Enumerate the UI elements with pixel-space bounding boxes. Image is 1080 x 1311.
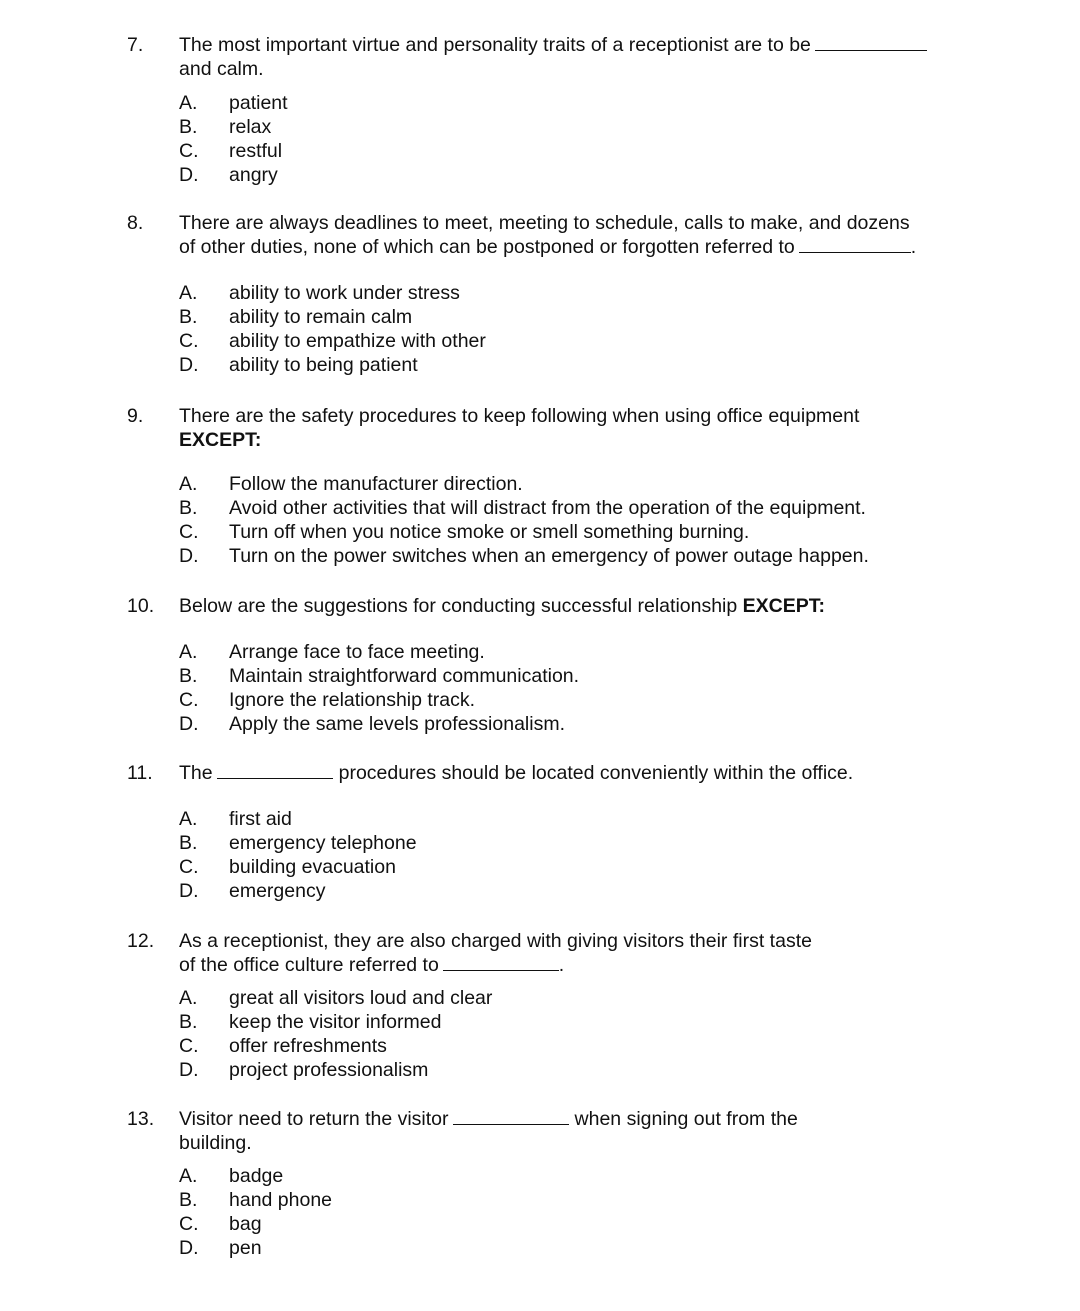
option-letter: D. <box>179 545 199 567</box>
question-number: 8. <box>127 212 144 234</box>
option-letter: B. <box>179 1189 198 1211</box>
option-letter: D. <box>179 1237 199 1259</box>
option-letter: C. <box>179 521 199 543</box>
option-text: great all visitors loud and clear <box>229 987 493 1009</box>
question-text <box>179 405 979 452</box>
question-line: There are the safety procedures to keep following when using office equipment <box>179 405 860 427</box>
option-text: ability to empathize with other <box>229 330 486 352</box>
answer-blank <box>815 34 927 51</box>
option-letter: B. <box>179 497 198 519</box>
option-text: ability to remain calm <box>229 306 413 328</box>
question-line: Visitor need to return the visitor <box>179 1108 449 1130</box>
option-text: Ignore the relationship track. <box>229 689 476 711</box>
option-letter: A. <box>179 987 198 1009</box>
question-keyword: EXCEPT: <box>179 428 262 451</box>
question-text <box>179 34 979 81</box>
question-text <box>179 930 979 977</box>
option-letter: B. <box>179 665 198 687</box>
question-number: 13. <box>127 1108 155 1130</box>
option-text: restful <box>229 140 283 162</box>
question-number: 7. <box>127 34 144 56</box>
option-letter: C. <box>179 140 199 162</box>
option-letter: C. <box>179 1035 199 1057</box>
option-text: Apply the same levels professionalism. <box>229 713 565 735</box>
option-letter: A. <box>179 641 198 663</box>
question-text <box>179 212 979 259</box>
option-letter: D. <box>179 880 199 902</box>
option-text: patient <box>229 92 288 114</box>
option-letter: D. <box>179 354 199 376</box>
question-line: and calm. <box>179 57 264 80</box>
option-letter: A. <box>179 473 198 495</box>
option-letter: B. <box>179 116 198 138</box>
answer-blank <box>453 1108 569 1125</box>
question-line-end: . <box>558 953 565 976</box>
option-text: badge <box>229 1165 284 1187</box>
question-line-end: when signing out from the <box>574 1108 798 1130</box>
option-text: pen <box>229 1237 262 1259</box>
option-text: relax <box>229 116 272 138</box>
question-line: of the office culture referred to <box>179 953 439 976</box>
option-text: emergency telephone <box>229 832 417 854</box>
option-text: offer refreshments <box>229 1035 387 1057</box>
question-line: As a receptionist, they are also charged with giving visitors their first taste <box>179 930 812 952</box>
option-text: ability to work under stress <box>229 282 460 304</box>
option-letter: B. <box>179 832 198 854</box>
option-text: Turn on the power switches when an emergency of power outage happen. <box>229 545 869 567</box>
option-text: first aid <box>229 808 292 830</box>
question-text <box>179 595 979 619</box>
option-text: Arrange face to face meeting. <box>229 641 485 663</box>
option-letter: B. <box>179 1011 198 1033</box>
answer-blank <box>217 762 333 779</box>
option-letter: C. <box>179 856 199 878</box>
option-letter: B. <box>179 306 198 328</box>
question-line: Below are the suggestions for conducting successful relationship <box>179 595 738 617</box>
option-letter: A. <box>179 1165 198 1187</box>
option-text: keep the visitor informed <box>229 1011 442 1033</box>
option-text: bag <box>229 1213 262 1235</box>
question-line: The most important virtue and personality traits of a receptionist are to be <box>179 34 811 56</box>
option-text: Maintain straightforward communication. <box>229 665 580 687</box>
question-text <box>179 762 979 786</box>
answer-blank <box>443 954 559 971</box>
option-letter: A. <box>179 92 198 114</box>
question-line: of other duties, none of which can be postponed or forgotten referred to <box>179 235 795 258</box>
answer-blank <box>799 236 911 253</box>
option-text: angry <box>229 164 278 186</box>
question-number: 11. <box>127 762 153 784</box>
option-text: Turn off when you notice smoke or smell something burning. <box>229 521 750 543</box>
option-text: emergency <box>229 880 326 902</box>
question-number: 9. <box>127 405 144 427</box>
question-line: building. <box>179 1131 252 1154</box>
option-text: project professionalism <box>229 1059 429 1081</box>
question-line: The <box>179 762 213 784</box>
option-text: Follow the manufacturer direction. <box>229 473 523 495</box>
option-text: Avoid other activities that will distract from the operation of the equipment. <box>229 497 866 519</box>
option-letter: A. <box>179 808 198 830</box>
option-text: building evacuation <box>229 856 396 878</box>
question-keyword: EXCEPT: <box>742 595 826 617</box>
option-letter: D. <box>179 164 199 186</box>
option-text: ability to being patient <box>229 354 418 376</box>
question-line-end: . <box>910 235 917 258</box>
option-text: hand phone <box>229 1189 333 1211</box>
option-letter: C. <box>179 689 199 711</box>
question-text <box>179 1108 979 1155</box>
option-letter: A. <box>179 282 198 304</box>
question-number: 10. <box>127 595 155 617</box>
option-letter: D. <box>179 1059 199 1081</box>
option-letter: C. <box>179 330 199 352</box>
question-number: 12. <box>127 930 155 952</box>
question-line: There are always deadlines to meet, meeting to schedule, calls to make, and dozens <box>179 212 910 234</box>
question-line-end: procedures should be located conveniently within the office. <box>338 762 854 784</box>
option-letter: C. <box>179 1213 199 1235</box>
option-letter: D. <box>179 713 199 735</box>
